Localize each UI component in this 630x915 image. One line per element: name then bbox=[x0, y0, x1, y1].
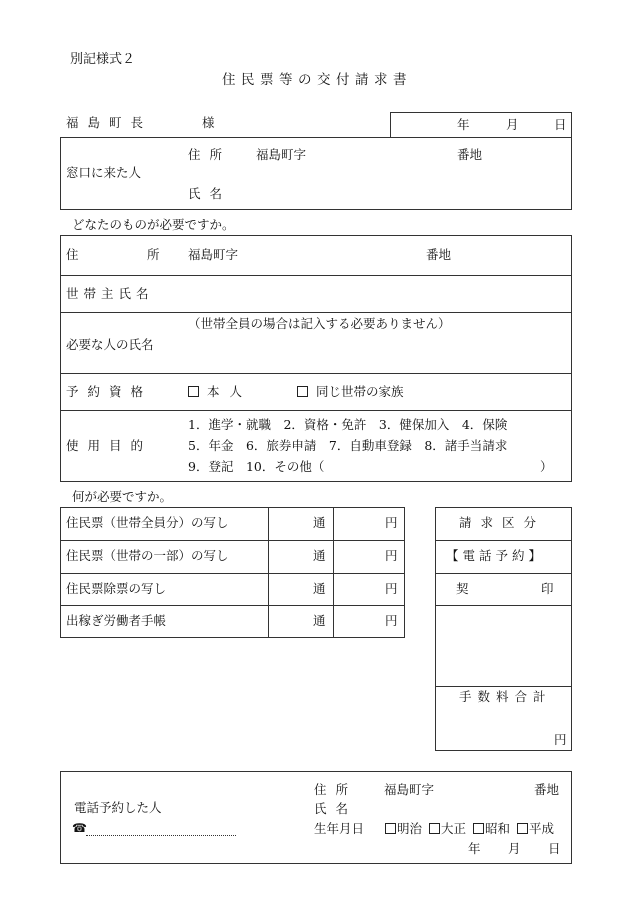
document-yen: 円 bbox=[385, 515, 398, 530]
checkbox-icon[interactable] bbox=[385, 823, 396, 834]
phone-reservation-label: 【電話予約】 bbox=[446, 548, 546, 563]
document-yen: 円 bbox=[385, 613, 398, 628]
qualification-label: 予約資格 bbox=[66, 384, 153, 399]
applicant-address-label: 住所 bbox=[188, 147, 232, 162]
what-question: 何が必要ですか。 bbox=[72, 489, 173, 504]
applicant-banchi: 番地 bbox=[457, 147, 483, 162]
phone-name-label: 氏名 bbox=[314, 801, 358, 816]
dob-month: 月 bbox=[508, 841, 521, 856]
phone-section-label: 電話予約した人 bbox=[74, 800, 162, 815]
applicant-section-label: 窓口に来た人 bbox=[66, 165, 142, 180]
head-of-household-label: 世帯主氏名 bbox=[66, 286, 154, 301]
checkbox-icon[interactable] bbox=[429, 823, 440, 834]
document-unit: 通 bbox=[313, 548, 326, 563]
phone-number-line[interactable] bbox=[86, 835, 236, 836]
era-heisei[interactable]: 平成 bbox=[517, 822, 554, 836]
seal-right: 印 bbox=[541, 581, 554, 596]
target-address-label-1: 住 bbox=[66, 247, 79, 262]
side-box bbox=[435, 507, 572, 751]
needed-note: （世帯全員の場合は記入する必要ありません） bbox=[188, 316, 451, 331]
form-number: 別記様式２ bbox=[70, 52, 136, 67]
fee-total-label: 手数料合計 bbox=[459, 689, 552, 704]
purpose-line-2: 5．年金 6．旅券申請 7．自動車登録 8．諸手当請求 bbox=[188, 438, 508, 453]
document-name: 住民票除票の写し bbox=[66, 581, 167, 596]
dob-year: 年 bbox=[468, 841, 481, 856]
document-name: 出稼ぎ労働者手帳 bbox=[66, 613, 167, 628]
purpose-line-3: 9．登記 10．その他（ bbox=[188, 459, 325, 474]
phone-banchi: 番地 bbox=[534, 782, 560, 797]
dob-label: 生年月日 bbox=[314, 821, 365, 836]
checkbox-icon[interactable] bbox=[188, 386, 199, 397]
fee-total-yen: 円 bbox=[554, 732, 567, 747]
purpose-label: 使用目的 bbox=[66, 438, 153, 453]
checkbox-icon[interactable] bbox=[473, 823, 484, 834]
date-month: 月 bbox=[506, 117, 519, 132]
date-box bbox=[390, 112, 572, 138]
document-unit: 通 bbox=[313, 515, 326, 530]
whose-question: どなたのものが必要ですか。 bbox=[72, 217, 235, 232]
era-taisho[interactable]: 大正 bbox=[429, 822, 466, 836]
purpose-close: ） bbox=[540, 459, 553, 474]
request-type-label: 請求区分 bbox=[459, 515, 546, 530]
target-banchi: 番地 bbox=[426, 247, 452, 262]
document-name: 住民票（世帯全員分）の写し bbox=[66, 515, 229, 530]
telephone-icon: ☎ bbox=[72, 821, 87, 835]
document-unit: 通 bbox=[313, 581, 326, 596]
phone-address-label: 住所 bbox=[314, 782, 358, 797]
form-title: 住民票等の交付請求書 bbox=[222, 72, 412, 88]
applicant-address-value[interactable]: 福島町字 bbox=[256, 147, 307, 162]
phone-address-value[interactable]: 福島町字 bbox=[384, 782, 435, 797]
mayor-label: 福島町長 bbox=[66, 115, 153, 130]
document-yen: 円 bbox=[385, 581, 398, 596]
document-name: 住民票（世帯の一部）の写し bbox=[66, 548, 229, 563]
target-address-value[interactable]: 福島町字 bbox=[188, 247, 239, 262]
seal-left: 契 bbox=[456, 581, 469, 596]
checkbox-icon[interactable] bbox=[517, 823, 528, 834]
era-showa[interactable]: 昭和 bbox=[473, 822, 510, 836]
date-year: 年 bbox=[457, 117, 470, 132]
applicant-name-label: 氏名 bbox=[188, 186, 232, 201]
needed-person-label: 必要な人の氏名 bbox=[66, 337, 154, 352]
document-yen: 円 bbox=[385, 548, 398, 563]
date-day: 日 bbox=[554, 117, 567, 132]
checkbox-icon[interactable] bbox=[297, 386, 308, 397]
qual-option-family[interactable]: 同じ世帯の家族 bbox=[297, 385, 404, 399]
qual-option-self[interactable]: 本人 bbox=[188, 385, 252, 399]
era-meiji[interactable]: 明治 bbox=[385, 822, 422, 836]
mayor-sama: 様 bbox=[202, 115, 215, 130]
document-unit: 通 bbox=[313, 613, 326, 628]
target-address-label-2: 所 bbox=[147, 247, 160, 262]
purpose-line-1: 1．進学・就職 2．資格・免許 3．健保加入 4．保険 bbox=[188, 417, 508, 432]
dob-day: 日 bbox=[548, 841, 561, 856]
